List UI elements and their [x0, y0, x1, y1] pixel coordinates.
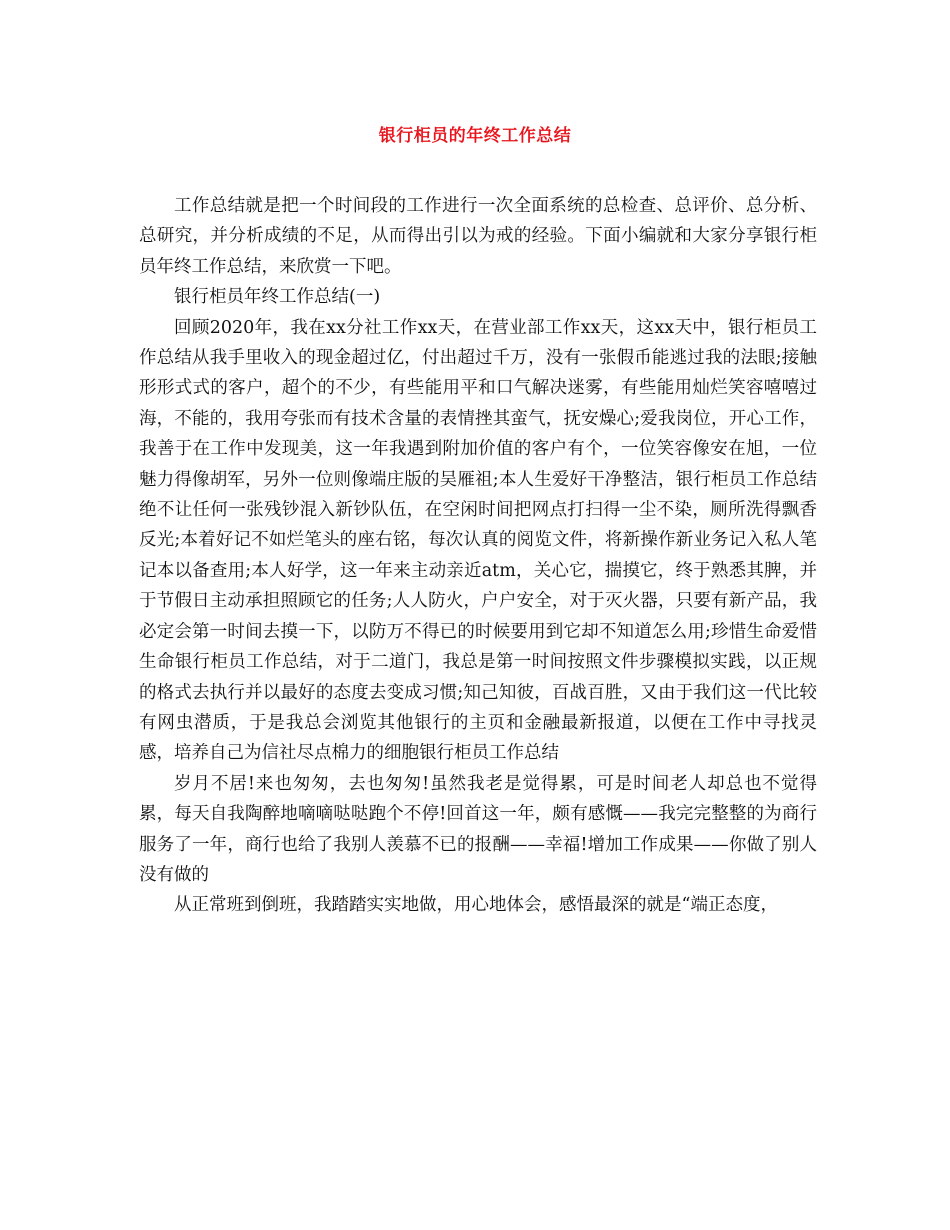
document-title: 银行柜员的年终工作总结: [378, 126, 572, 146]
body-paragraph-years: 岁月不居!来也匆匆，去也匆匆!虽然我老是觉得累，可是时间老人却总也不觉得累，每天自我陶醉地嘀嘀哒哒跑个不停!回首这一年，颇有感慨——我完完整整的为商行服务了一年，商行也给了我别人羡慕不已的报酬——幸福!增加工作成果——你做了别人没有做的: [139, 773, 817, 885]
body-paragraph-review: 回顾2020年，我在xx分社工作xx天，在营业部工作xx天，这xx天中，银行柜员工作总结从我手里收入的现金超过亿，付出超过千万，没有一张假币能逃过我的法眼;接触形形式式的客户，超个的不少，有些能用平和口气解决迷雾，有些能用灿烂笑容嘻嘻过海，不能的，我用夸张而有技术含量的表情挫其蛮气，抚安燥心;爱我岗位，开心工作，我善于在工作中发现美，这一年我遇到附加价值的客户有个，一位笑容像安在旭，一位魅力得像胡军，另外一位则像端庄版的吴雁祖;本人生爱好干净整洁，银行柜员工作总结绝不让任何一张残钞混入新钞队伍，在空闲时间把网点打扫得一尘不染，厕所洗得飘香反光;本着好记不如烂笔头的座右铭，每次认真的阅览文件，将新操作新业务记入私人笔记本以备查用;本人好学，这一年来主动亲近atm，关心它，揣摸它，终于熟悉其脾，并于节假日主动承担照顾它的任务;人人防火，户户安全，对于灭火器，只要有新产品，我必定会第一时间去摸一下，以防万不得已的时候要用到它却不知道怎么用;珍惜生命爱惜生命银行柜员工作总结，对于二道门，我总是第一时间按照文件步骤模拟实践，以正规的格式去执行并以最好的态度去变成习惯;知己知彼，百战百胜，又由于我们这一代比较有网虫潜质，于是我总会浏览其他银行的主页和金融最新报道，以便在工作中寻找灵感，培养自己为信社尽点棉力的细胞银行柜员工作总结: [139, 317, 817, 764]
section-heading: 银行柜员年终工作总结(一): [174, 287, 381, 308]
intro-paragraph: 工作总结就是把一个时间段的工作进行一次全面系统的总检查、总评价、总分析、总研究，并分析成绩的不足，从而得出引以为戒的经验。下面小编就和大家分享银行柜员年终工作总结，来欣赏一下吧。: [139, 196, 817, 277]
body-paragraph-shifts: 从正常班到倒班，我踏踏实实地做，用心地体会，感悟最深的就是“端正态度，: [174, 895, 778, 916]
document-body: [139, 191, 817, 921]
